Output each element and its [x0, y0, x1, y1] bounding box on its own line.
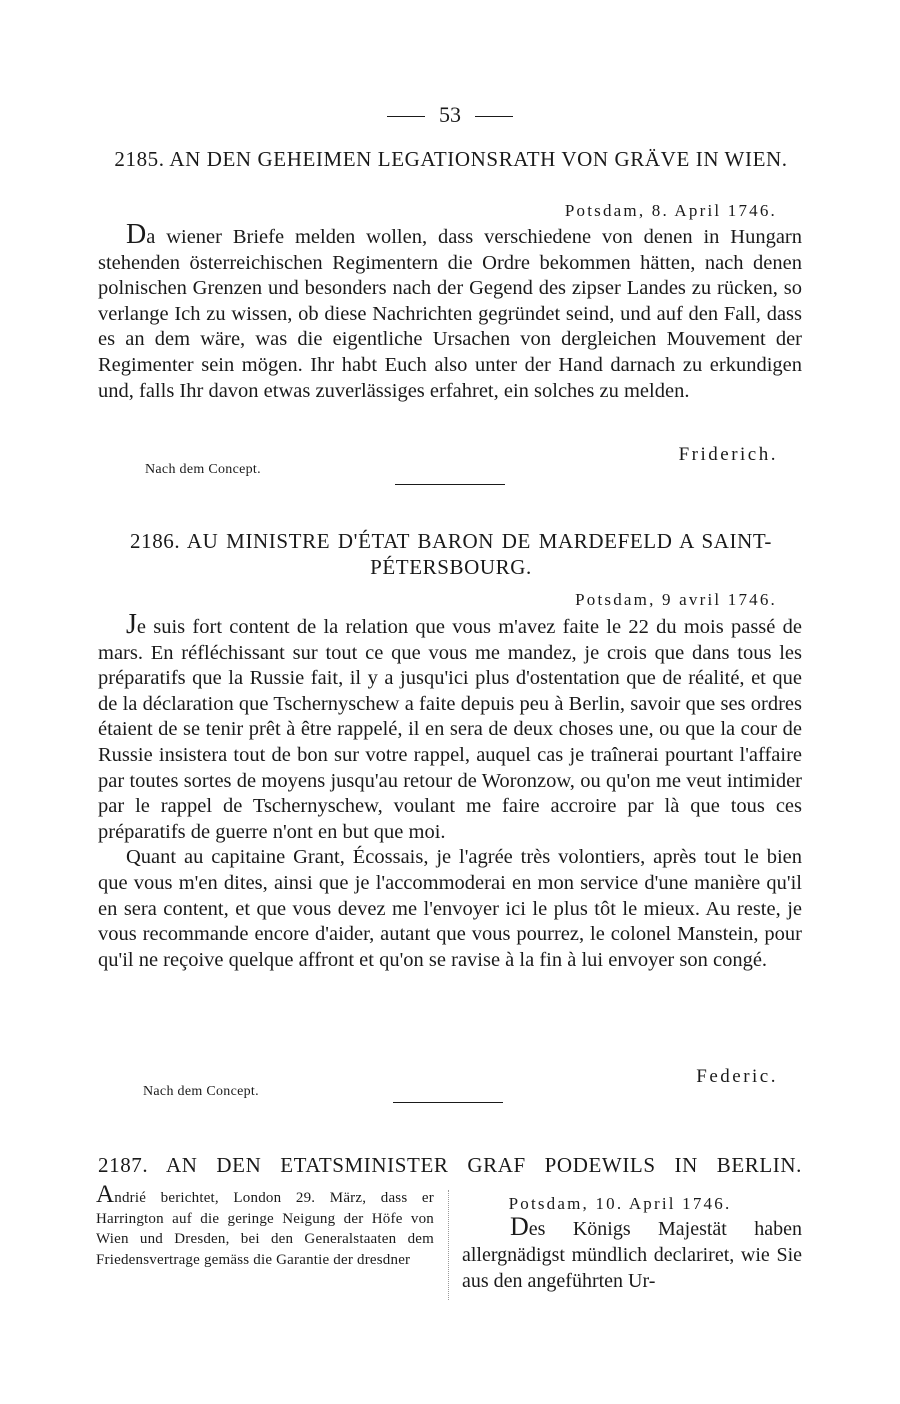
- entry-2187-dateline: [462, 1194, 778, 1214]
- entry-2185-signature: Friderich.: [678, 444, 778, 465]
- entry-2186-dateline: [450, 590, 777, 610]
- initial-letter: J: [126, 609, 137, 640]
- page-number-dash-left: [387, 116, 425, 117]
- entry-2186-body: [98, 609, 802, 973]
- entry-2186-note: Nach dem Concept.: [143, 1084, 259, 1099]
- initial-letter: A: [96, 1181, 115, 1208]
- entry-2187-dateline-text: Potsdam, 10. April 1746.: [508, 1194, 732, 1213]
- page-number-text: 53: [439, 102, 461, 127]
- column-divider: [448, 1190, 449, 1300]
- entry-2186-rule: [393, 1102, 503, 1103]
- initial-letter: D: [126, 219, 147, 250]
- entry-2187-summary-text: Andrié berichtet, London 29. März, dass er Harrington auf die geringe Neigung der Höfe von Wien und Dresden, bei den Generalstaaten dem Friedensvertrage gemäss die Garantie der dresdner: [96, 1181, 434, 1268]
- entry-2185-paragraph-1: Da wiener Briefe melden wollen, dass verschiedene von denen in Hungarn stehenden österreichischen Regimentern die Ordre bekommen hätten, nach denen polnischen Grenzen und besonders nach der Gegend des zipser Landes zu rücken, so verlange Ich zu wissen, ob diese Nachrichten gegründet seind, und auf den Fall, dass es an dem wäre, was die eigentliche Ursachen von dergleichen Mouvement der Regimenter sein mögen. Ihr habt Euch also unter der Hand darnach zu erkundigen und, falls Ihr davon etwas zuverlässiges erfahret, ein solches zu melden.: [98, 219, 802, 402]
- entry-2187-text-content: Des Königs Majestät haben allergnädigst mündlich declariret, wie Sie aus den angeführten Ur-: [462, 1212, 802, 1292]
- page-number-dash-right: [475, 116, 513, 117]
- page-number: [0, 102, 900, 128]
- entry-2186-heading: 2186. AU MINISTRE D'ÉTAT BARON DE MARDEFELD A SAINT-PÉTERSBOURG.: [130, 529, 772, 579]
- entry-2186-paragraph-1: Je suis fort content de la relation que vous m'avez faite le 22 du mois passé de mars. En réfléchissant sur tout ce que vous me mandez, je crois que dans tous les préparatifs que la Russie fait, il y a jusqu'ici plus d'ostentation que de réalité, et que de la déclaration que Tschernyschew a faite depuis peu à Berlin, savoir que ses ordres étaient de se tenir prêt à être rappelé, il en sera de deux choses une, ou que la cour de Russie insistera tout de bon sur votre rappel, auquel cas je traînerai pourtant l'affaire par toutes sortes de moyens jusqu'au retour de Woronzow, ou qu'on me veut intimider par le rappel de Tschernyschew, voulant me faire accroire par là que tous ces préparatifs de guerre n'ont en but que moi.: [98, 609, 802, 843]
- entry-2185-dateline-text: Potsdam, 8. April 1746.: [564, 201, 777, 220]
- initial-letter: D: [510, 1212, 529, 1241]
- entry-2186-signature: Federic.: [696, 1066, 778, 1087]
- entry-2185-note: Nach dem Concept.: [145, 462, 261, 477]
- entry-2185-rule: [395, 484, 505, 485]
- entry-2187-summary: [96, 1181, 434, 1270]
- entry-2185-dateline: [450, 201, 777, 221]
- entry-2187-text: [462, 1212, 802, 1294]
- entry-2185-body: [98, 219, 802, 404]
- entry-2186-dateline-text: Potsdam, 9 avril 1746.: [575, 590, 777, 609]
- entry-2185-heading: 2185. AN DEN GEHEIMEN LEGATIONSRATH VON GRÄVE IN WIEN.: [114, 147, 788, 171]
- entry-2186-paragraph-2: Quant au capitaine Grant, Écossais, je l'agrée très volontiers, après tout le bien que vous m'en dites, ainsi que je l'accommoderai en mon service d'une manière qu'il en sera content, et que vous devez me l'envoyer ici le plus tôt le mieux. Au reste, je vous recommande encore d'aider, autant que vous pourrez, le colonel Manstein, pour qu'il ne reçoive quelque affront et qu'on se ravise à la fin à lui envoyer son congé.: [98, 846, 802, 971]
- entry-2187-heading: 2187. AN DEN ETATSMINISTER GRAF PODEWILS IN BERLIN.: [98, 1153, 802, 1177]
